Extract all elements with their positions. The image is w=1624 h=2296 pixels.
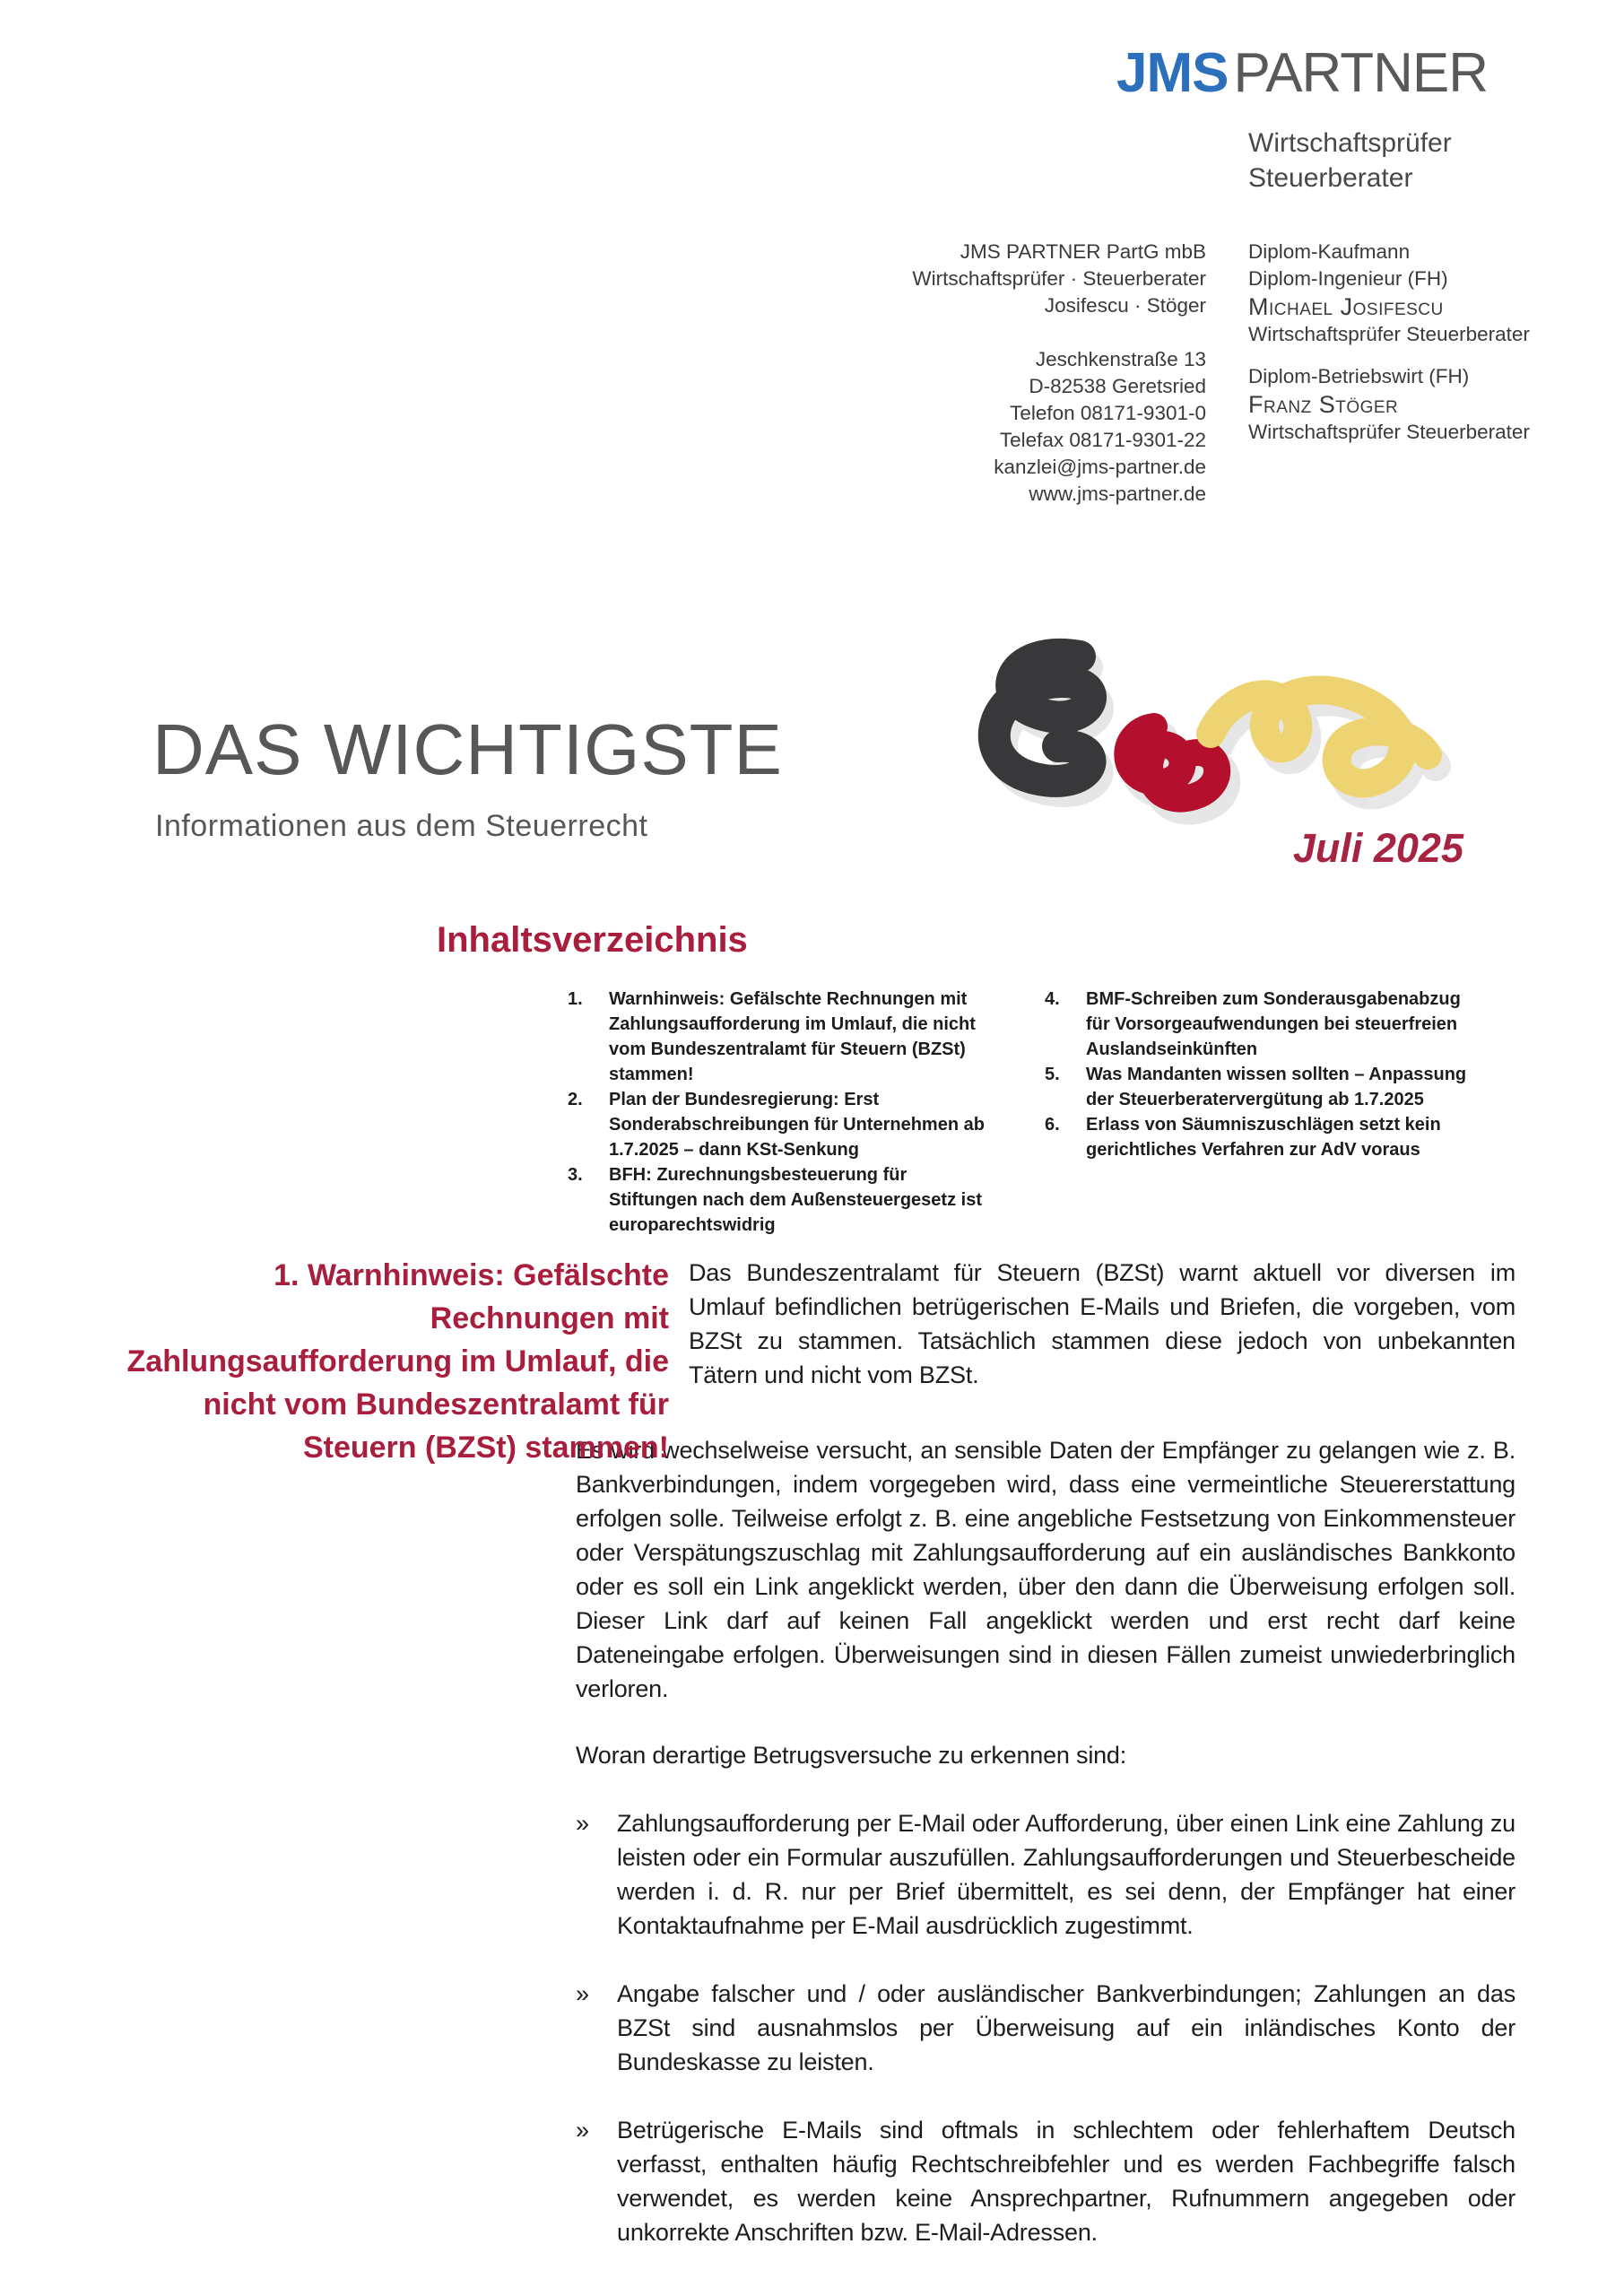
bullet-marker: » — [576, 1810, 589, 1837]
toc-item-number: 4. — [1045, 989, 1060, 1009]
toc-item-number: 5. — [1045, 1065, 1060, 1084]
toc-item-text: Was Mandanten wissen sollten – Anpassung der Steuerberatervergütung ab 1.7.2025 — [1086, 1065, 1467, 1109]
toc-item-text: Erlass von Säumniszuschlägen setzt kein gerichtliches Verfahren zur AdV voraus — [1086, 1115, 1441, 1160]
partner2-credentials: Diplom-Betriebswirt (FH) — [1248, 365, 1470, 387]
partner1-credentials: Diplom-Kaufmann Diplom-Ingenieur (FH) — [1248, 240, 1448, 290]
logo-jms-text: JMS — [1116, 42, 1229, 104]
firm-logo — [1116, 41, 1488, 105]
toc-column-right — [1045, 987, 1477, 1238]
toc-item-text: Plan der Bundesregierung: Erst Sonderabschreibungen für Unternehmen ab 1.7.2025 – dann KSt-Senkung — [609, 1090, 985, 1160]
table-of-contents — [568, 987, 1477, 1238]
bullet-marker: » — [576, 2117, 589, 2144]
bullet-item-2 — [576, 1977, 1515, 2079]
toc-item-number: 3. — [568, 1165, 583, 1185]
toc-item-1 — [568, 987, 1000, 1087]
article-paragraph: Es wird wechselweise versucht, an sensible Daten der Empfänger zu gelangen wie z. B. Bankverbindungen, indem vorgegeben wird, dass eine vermeintliche Steuererstattung erfolgen solle. Teilweise erfolgt z. B. eine angebliche Festsetzung von Einkommensteuer oder Verspätungszuschlag mit Zahlungsaufforderung auf ein ausländisches Bankkonto oder es soll ein Link angeklickt werden, über den dann die Überweisung erfolgen soll. Dieser Link darf auf keinen Fall angeklickt werden und erst recht darf keine Dateneingabe erfolgen. Überweisungen sind in diesen Fällen zumeist unwiederbringlich verloren. — [576, 1437, 1515, 1702]
firm-contact-block: JMS PARTNER PartG mbB Wirtschaftsprüfer · Steuerberater Josifescu · Stöger Jeschkenstraße 13 D-82538 Geretsried Telefon 08171-9301-0 Telefax 08171-9301-22 kanzlei@jms-partner.de www.jms-partner.de — [912, 240, 1206, 505]
toc-heading: Inhaltsverzeichnis — [437, 920, 748, 960]
toc-item-number: 6. — [1045, 1115, 1060, 1135]
bullet-marker: » — [576, 1980, 589, 2007]
partner1-role: Wirtschaftsprüfer Steuerberater — [1248, 323, 1530, 345]
toc-column-left — [568, 987, 1000, 1238]
partner-spacer — [1248, 348, 1530, 363]
bullet-item-3 — [576, 2113, 1515, 2249]
toc-item-4 — [1045, 987, 1477, 1062]
toc-item-number: 1. — [568, 989, 583, 1009]
ribbon-svg — [925, 628, 1472, 852]
article-paragraph: Das Bundeszentralamt für Steuern (BZSt) warnt aktuell vor diversen im Umlauf befindlichen betrügerischen E-Mails und Briefen, die vorgeben, vom BZSt zu stammen. Tatsächlich stammen diese jedoch von unbekannten Tätern und nicht vom BZSt. — [689, 1259, 1515, 1388]
bullet-text: Betrügerische E-Mails sind oftmals in schlechtem oder fehlerhaftem Deutsch verfasst, enthalten häufig Rechtschreibfehler und es werden Fachbegriffe falsch verwendet, es werden keine Ansprechpartner, Rufnummern angegeben oder unkorrekte Anschriften bzw. E-Mail-Adressen. — [617, 2117, 1515, 2246]
toc-item-6 — [1045, 1112, 1477, 1162]
article-1-heading: 1. Warnhinweis: Gefälschte Rechnungen mit Zahlungsaufforderung im Umlauf, die nicht vom Bundeszentralamt für Steuern (BZSt) stammen! — [126, 1258, 669, 1465]
partner2-role: Wirtschaftsprüfer Steuerberater — [1248, 421, 1530, 443]
toc-item-2 — [568, 1087, 1000, 1162]
bullet-list-intro: Woran derartige Betrugsversuche zu erkennen sind: — [576, 1742, 1127, 1769]
ribbon-paragraph-graphic — [925, 628, 1472, 857]
partner2-name: Franz Stöger — [1248, 391, 1399, 418]
logo-subtitle: Wirtschaftsprüfer Steuerberater — [1248, 128, 1452, 193]
toc-item-text: Warnhinweis: Gefälschte Rechnungen mit Zahlungsaufforderung im Umlauf, die nicht vom Bundeszentralamt für Steuern (BZSt) stammen! — [609, 989, 976, 1084]
newsletter-title: DAS WICHTIGSTE — [152, 709, 783, 789]
partner-list — [1248, 239, 1530, 446]
toc-item-number: 2. — [568, 1090, 583, 1109]
issue-date: Juli 2025 — [1292, 825, 1463, 871]
logo-partner-text: PARTNER — [1233, 42, 1488, 104]
bullet-text: Angabe falscher und / oder ausländischer Bankverbindungen; Zahlungen an das BZSt sind ausnahmslos per Überweisung auf ein inländisches Konto der Bundeskasse zu leisten. — [617, 1980, 1515, 2075]
toc-item-5 — [1045, 1062, 1477, 1112]
partner1-name: Michael Josifescu — [1248, 293, 1444, 320]
bullet-item-1 — [576, 1806, 1515, 1943]
ribbon-black — [994, 655, 1090, 781]
toc-item-3 — [568, 1162, 1000, 1238]
newsletter-subtitle: Informationen aus dem Steuerrecht — [155, 809, 648, 843]
toc-item-text: BMF-Schreiben zum Sonderausgabenabzug für Vorsorgeaufwendungen bei steuerfreien Auslandseinkünften — [1086, 989, 1461, 1059]
toc-item-text: BFH: Zurechnungsbesteuerung für Stiftungen nach dem Außensteuergesetz ist europarechtswidrig — [609, 1165, 982, 1235]
article-1-body — [576, 1256, 1515, 2249]
bullet-text: Zahlungsaufforderung per E-Mail oder Aufforderung, über einen Link eine Zahlung zu leisten oder ein Formular auszufüllen. Zahlungsaufforderungen und Steuerbescheide werden i. d. R. nur per Brief übermittelt, es sei denn, der Empfänger hat einer Kontaktaufnahme per E-Mail ausdrücklich zugestimmt. — [617, 1810, 1515, 1939]
